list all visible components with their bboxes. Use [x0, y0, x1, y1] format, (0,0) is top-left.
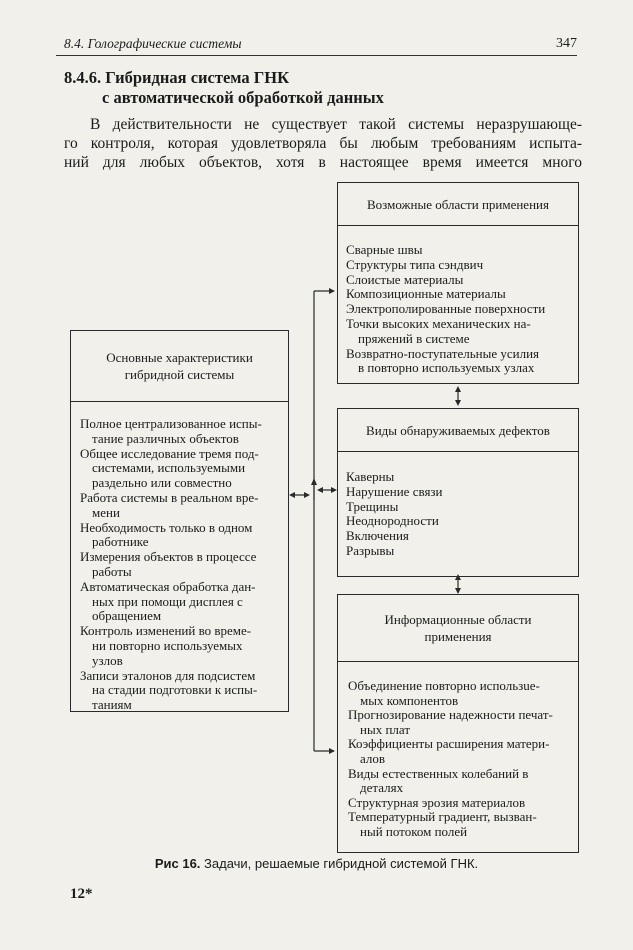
list-item-line: Неоднородности [346, 513, 439, 529]
box-header-line: гибридной системы [124, 367, 235, 382]
list-item-continuation: в повторно используемых узлах [358, 360, 535, 376]
list-item [346, 287, 572, 302]
list-item-line: Слоистые материалы [346, 271, 464, 287]
box-header: Возможные области применения [338, 183, 578, 226]
list-item [348, 810, 574, 839]
list-item-continuation: системами, используемыми [92, 460, 246, 476]
list-item [346, 470, 572, 485]
figure-caption-label: Рис 16. [154, 856, 201, 871]
list-item-continuation: мени [92, 504, 120, 520]
list-item-continuation: обращением [92, 608, 162, 624]
list-item-line: Необходимость только в одном [80, 519, 253, 535]
paragraph-line: го контроля, которая удовлетворяла бы любым требованиям испыта- [64, 135, 582, 152]
list-item [346, 243, 572, 258]
list-item-line: Измерения объектов в процессе [80, 549, 257, 565]
list-item [346, 302, 572, 317]
list-item-continuation: пряжений в системе [358, 330, 470, 346]
list-item-continuation: ных при помощи дисплея с [92, 593, 243, 609]
list-item-line: Коэффициенты расширения матери- [348, 736, 550, 752]
box-main-characteristics [70, 330, 289, 712]
list-item-line: Композиционные материалы [346, 286, 506, 302]
list-item-line: Общее исследование тремя под- [80, 445, 259, 461]
list-item [346, 485, 572, 500]
list-item-continuation: таниям [92, 697, 132, 713]
box-possible-applications [337, 182, 579, 384]
list-item [80, 491, 282, 521]
list-item-line: Автоматическая обработка дан- [80, 578, 256, 594]
box-header [338, 595, 578, 662]
box-header [71, 331, 288, 402]
list-item-line: Нарушение связи [346, 483, 443, 499]
list-item-line: Структурная эрозия материалов [348, 794, 526, 810]
list-item [80, 550, 282, 580]
list-item-continuation: тание различных объектов [92, 430, 239, 446]
list-item-line: Температурный градиент, вызван- [348, 809, 537, 825]
list-item-line: Каверны [346, 469, 395, 484]
list-item-line: Работа системы в реальном вре- [80, 489, 259, 505]
box-header-line: Информационные области [384, 612, 532, 627]
list-item-line: Сварные швы [346, 242, 423, 257]
list-item [348, 708, 574, 737]
list-item [346, 317, 572, 347]
list-item-continuation: алов [360, 750, 386, 766]
list-item [80, 417, 282, 447]
list-item-line: Включения [346, 528, 409, 544]
list-item-continuation: мых компонентов [360, 692, 459, 708]
section-title-line1: 8.4.6. Гибридная система ГНК [64, 68, 290, 87]
list-item-line: Объединение повторно использue- [348, 678, 540, 693]
list-item [80, 447, 282, 491]
defects-list [346, 470, 572, 559]
list-item-continuation: раздельно или совместно [92, 475, 232, 491]
figure-caption [0, 856, 633, 871]
list-item-line: Прогнозирование надежности печат- [348, 707, 553, 723]
list-item [80, 624, 282, 668]
box-header-line: Основные характеристики [106, 350, 253, 365]
page-number: 347 [556, 36, 577, 51]
list-item-continuation: на стадии подготовки к испы- [92, 682, 258, 698]
list-item-line: Записи эталонов для подсистем [80, 667, 256, 683]
list-item-line: Виды естественных колебаний в [348, 765, 529, 781]
list-item [346, 514, 572, 529]
list-item-line: Возвратно-поступательные усилия [346, 345, 540, 361]
box-header-line: применения [424, 629, 492, 644]
figure-caption-text: Задачи, решаемые гибридной системой ГНК. [200, 856, 479, 871]
list-item-continuation: ни повторно используемых [92, 637, 243, 653]
list-item [80, 521, 282, 551]
list-item [348, 796, 574, 811]
paragraph-line: ний для любых объектов, хотя в настоящее время имеется много [64, 154, 582, 171]
list-item [346, 529, 572, 544]
list-item-line: Структуры типа сэндвич [346, 256, 484, 272]
signature-mark: 12* [70, 886, 93, 902]
applications-list [346, 243, 572, 376]
list-item [346, 347, 572, 377]
characteristics-list [80, 417, 282, 713]
list-item [348, 767, 574, 796]
list-item [346, 500, 572, 515]
list-item-continuation: ных плат [360, 721, 411, 737]
list-item-line: Электрополированные поверхности [346, 301, 546, 317]
paragraph-line: В действительности не существует такой системы неразрушающе- [90, 116, 582, 133]
info-applications-list [348, 679, 574, 840]
list-item-line: Трещины [346, 498, 399, 514]
list-item [348, 737, 574, 766]
running-head-title: 8.4. Голографические системы [64, 36, 242, 51]
list-item [346, 258, 572, 273]
list-item-continuation: ный потоком полей [360, 823, 468, 839]
list-item-continuation: работнике [92, 534, 149, 550]
list-item [346, 273, 572, 288]
list-item-line: Полное централизованное испы- [80, 416, 262, 431]
list-item [80, 580, 282, 624]
list-item-continuation: узлов [92, 652, 123, 668]
list-item-line: Контроль изменений во време- [80, 623, 252, 639]
list-item-line: Точки высоких механических на- [346, 315, 531, 331]
list-item-continuation: работы [92, 563, 132, 579]
list-item-line: Разрывы [346, 542, 395, 558]
list-item [348, 679, 574, 708]
list-item [80, 669, 282, 713]
box-defect-types [337, 408, 579, 577]
list-item-continuation: деталях [360, 780, 404, 796]
section-title-line2: с автоматической обработкой данных [102, 88, 384, 107]
list-item [346, 544, 572, 559]
box-header: Виды обнаруживаемых дефектов [338, 409, 578, 452]
box-information-applications [337, 594, 579, 853]
